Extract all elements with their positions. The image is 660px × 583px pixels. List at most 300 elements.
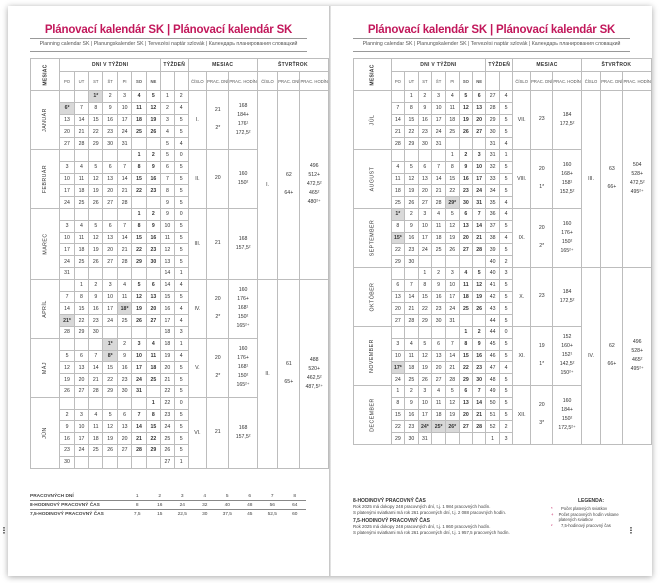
day-cell: 18 xyxy=(432,232,446,244)
week-workdays: 5 xyxy=(174,126,188,138)
day-cell xyxy=(418,256,432,268)
day-cell: 6 xyxy=(459,385,472,397)
r8-val: 64 xyxy=(284,501,307,510)
day-cell: 18 xyxy=(74,185,88,197)
day-cell: 22 xyxy=(132,244,146,256)
day-cell: 11 xyxy=(74,232,88,244)
week-number: 21 xyxy=(161,374,175,386)
day-cell: 28 xyxy=(89,385,103,397)
day-cell: 15 xyxy=(391,409,405,421)
day-cell: 1 xyxy=(445,149,459,161)
day-cell: 31 xyxy=(132,385,146,397)
weekday-po: PO xyxy=(60,72,75,91)
month-name-label: MAREC xyxy=(42,233,49,255)
week-workdays: 5 xyxy=(174,220,188,232)
day-cell xyxy=(89,208,103,220)
week-workdays: 1 xyxy=(174,338,188,350)
legend-symbol: * xyxy=(551,506,553,511)
day-cell: 11 xyxy=(391,173,405,185)
day-cell: 13 xyxy=(74,362,88,374)
day-cell xyxy=(103,208,117,220)
day-cell xyxy=(103,267,117,279)
legend xyxy=(551,498,631,528)
day-cell xyxy=(146,326,160,338)
week-workdays: 5 xyxy=(174,444,188,456)
day-cell: 8 xyxy=(132,220,146,232)
day-cell: 27 xyxy=(432,374,446,386)
week-number: 14 xyxy=(161,279,175,291)
month-hours: 168 157,5² xyxy=(229,208,257,279)
day-cell: 24* xyxy=(418,421,432,433)
month-number: III. xyxy=(188,208,207,279)
day-cell: 4 xyxy=(132,91,146,103)
week-number: 52 xyxy=(486,421,500,433)
day-cell: 25 xyxy=(391,197,405,209)
working-days-label: PRACOVNÝCH DNÍ xyxy=(30,493,74,499)
month-hours: 184 172,5² xyxy=(553,91,581,150)
day-cell: 11 xyxy=(432,397,446,409)
day-cell: 18 xyxy=(391,185,405,197)
day-cell: 11 xyxy=(74,173,88,185)
day-cell: 2 xyxy=(117,338,132,350)
day-cell: 24 xyxy=(445,303,459,315)
week-number: 49 xyxy=(486,385,500,397)
day-cell: 31 xyxy=(473,197,486,209)
day-cell: 20 xyxy=(117,433,132,445)
day-cell: 3 xyxy=(103,279,117,291)
day-cell: 7 xyxy=(445,338,459,350)
day-cell: 9 xyxy=(432,279,446,291)
day-cell: 10 xyxy=(418,397,432,409)
day-cell: 11 xyxy=(459,279,472,291)
week-workdays: 0 xyxy=(499,326,512,338)
month-name xyxy=(31,208,60,279)
month-workdays: 20 1* xyxy=(531,149,553,208)
legend-symbol: + xyxy=(551,511,554,517)
day-cell xyxy=(445,256,459,268)
day-cell: 13 xyxy=(391,291,405,303)
quarter-header: ŠTVRŤROK xyxy=(257,59,328,72)
day-cell: 5 xyxy=(418,338,432,350)
week-workdays: 5 xyxy=(499,244,512,256)
day-cell: 26 xyxy=(418,374,432,386)
week-workdays: 3 xyxy=(174,326,188,338)
day-cell: 15 xyxy=(459,350,472,362)
day-cell xyxy=(117,456,132,468)
day-cell: 15 xyxy=(74,303,88,315)
day-cell xyxy=(405,267,418,279)
day-cell: 24 xyxy=(418,244,432,256)
day-cell: 7 xyxy=(117,220,132,232)
day-cell: 6 xyxy=(473,91,486,103)
day-cell: 21 xyxy=(473,409,486,421)
day-cell: 21 xyxy=(89,374,103,386)
day-cell: 28 xyxy=(473,244,486,256)
day-cell: 29 xyxy=(418,315,432,327)
day-cell: 4 xyxy=(459,267,472,279)
month-name xyxy=(354,91,392,150)
week-workdays: 4 xyxy=(174,350,188,362)
day-cell: 12 xyxy=(418,350,432,362)
day-cell: 13 xyxy=(459,397,472,409)
day-cell: 14 xyxy=(60,303,75,315)
day-cell: 16 xyxy=(432,291,446,303)
week-workdays: 4 xyxy=(174,102,188,114)
day-cell: 1* xyxy=(103,338,117,350)
week-workdays: 5 xyxy=(174,291,188,303)
day-cell: 19 xyxy=(60,374,75,386)
week-workdays: 4 xyxy=(499,197,512,209)
day-cell: 3 xyxy=(418,385,432,397)
day-cell: 6 xyxy=(146,279,160,291)
day-cell: 23 xyxy=(146,185,160,197)
day-cell: 3 xyxy=(391,338,405,350)
week-workdays: 5 xyxy=(499,185,512,197)
title-rule xyxy=(30,38,307,39)
col-cislo: ČÍSLO xyxy=(513,72,531,91)
day-cell xyxy=(60,208,75,220)
day-cell xyxy=(74,456,88,468)
month-workdays: 21 xyxy=(207,208,229,279)
day-cell: 19 xyxy=(459,114,472,126)
col-cislo: ČÍSLO xyxy=(257,72,277,91)
day-cell: 27 xyxy=(146,315,160,327)
day-cell: 23 xyxy=(405,421,418,433)
pd-col: 6 xyxy=(248,493,252,499)
week-number: 14 xyxy=(161,267,175,279)
month-name xyxy=(354,385,392,444)
day-cell xyxy=(418,149,432,161)
day-cell: 26 xyxy=(459,126,472,138)
r8-val: 56 xyxy=(261,501,284,510)
day-cell: 26 xyxy=(132,315,146,327)
day-cell: 17 xyxy=(418,409,432,421)
day-cell: 5 xyxy=(459,91,472,103)
day-cell: 18 xyxy=(459,291,472,303)
week-workdays: 3 xyxy=(499,267,512,279)
week-number: 36 xyxy=(486,208,500,220)
r75-val: 37,5 xyxy=(216,510,239,519)
day-cell: 3 xyxy=(132,338,146,350)
day-cell: 29 xyxy=(89,138,103,150)
day-cell: 14 xyxy=(473,220,486,232)
day-cell: 9 xyxy=(146,220,160,232)
r75-val: 52,5 xyxy=(261,510,284,519)
legend-symbol: ² xyxy=(551,522,553,528)
day-cell xyxy=(103,456,117,468)
day-cell: 17 xyxy=(103,303,117,315)
day-cell: 8 xyxy=(459,338,472,350)
day-cell: 26 xyxy=(89,256,103,268)
col-prac-hodin: PRAC. HODÍN xyxy=(553,72,581,91)
week-number: 9 xyxy=(161,197,175,209)
day-cell: 20 xyxy=(432,362,446,374)
month-workdays: 20 xyxy=(207,149,229,208)
month-header-label: MESIAC xyxy=(42,63,49,86)
day-cell: 24 xyxy=(117,126,132,138)
quarter-hours: 504 528+ 472,5² 495²⁺ xyxy=(623,91,652,268)
day-cell: 11 xyxy=(445,102,459,114)
week-number: 10 xyxy=(161,220,175,232)
month-number: VI. xyxy=(188,397,207,468)
week-number-col xyxy=(486,72,500,91)
subtitle-rule xyxy=(353,51,630,52)
day-cell xyxy=(132,456,146,468)
day-cell: 3 xyxy=(418,208,432,220)
month-name-label: AUGUST xyxy=(369,166,376,192)
pd-col: 2 xyxy=(158,493,162,499)
quarter-workdays: 63 66+ xyxy=(601,91,623,268)
day-cell: 23 xyxy=(117,374,132,386)
week-number: 5 xyxy=(161,149,175,161)
day-cell: 26 xyxy=(405,197,418,209)
day-cell: 26 xyxy=(473,303,486,315)
day-cell: 1 xyxy=(405,91,418,103)
week-number: 11 xyxy=(161,232,175,244)
day-cell: 17 xyxy=(74,433,88,445)
day-cell: 28 xyxy=(74,138,88,150)
week-number: 1 xyxy=(161,91,175,103)
day-cell: 12 xyxy=(445,397,459,409)
month-hours: 168 184+ 176¹ 172,5² xyxy=(229,91,257,150)
day-cell: 29 xyxy=(391,256,405,268)
day-cell: 8 xyxy=(445,161,459,173)
day-cell: 29 xyxy=(391,433,405,445)
day-cell: 28 xyxy=(60,326,75,338)
weekday-st: ST xyxy=(418,72,432,91)
working-days-table xyxy=(30,492,306,518)
month-number: IX. xyxy=(513,208,531,267)
day-cell: 19 xyxy=(89,244,103,256)
week-number: 32 xyxy=(486,161,500,173)
day-cell xyxy=(132,267,146,279)
day-cell: 13 xyxy=(117,421,132,433)
week-workdays: 2 xyxy=(499,421,512,433)
col-prac-dni: PRAC. DNÍ xyxy=(278,72,300,91)
day-cell: 25* xyxy=(432,421,446,433)
day-cell xyxy=(473,433,486,445)
month-workdays: 19 1* xyxy=(531,326,553,385)
month-workdays: 23 xyxy=(531,91,553,150)
day-cell: 4 xyxy=(432,208,446,220)
month-number: XI. xyxy=(513,326,531,385)
day-cell: 7 xyxy=(117,161,132,173)
weekday-ut: UT xyxy=(405,72,418,91)
quarter-number: II. xyxy=(257,279,277,468)
week-number: 34 xyxy=(486,185,500,197)
day-cell: 8 xyxy=(74,291,88,303)
day-cell: 23 xyxy=(89,315,103,327)
day-cell: 2 xyxy=(473,326,486,338)
legend-text: Počet pracovných hodín vrátane platených sviatkov xyxy=(558,511,619,522)
day-cell: 21 xyxy=(405,303,418,315)
page-title: Plánovací kalendár SK | Plánovací kalendár SK xyxy=(44,24,293,36)
day-cell: 9 xyxy=(146,161,160,173)
day-cell: 6 xyxy=(459,208,472,220)
week-number: 12 xyxy=(161,244,175,256)
day-cell: 16 xyxy=(418,114,432,126)
week-workdays: 5 xyxy=(174,114,188,126)
r75-val: 22,5 xyxy=(171,510,194,519)
week-number: 22 xyxy=(161,385,175,397)
r75-val: 7,5 xyxy=(126,510,149,519)
day-cell: 28 xyxy=(432,197,446,209)
day-cell: 30 xyxy=(405,433,418,445)
week-number: 23 xyxy=(161,409,175,421)
quarter-header: ŠTVRŤROK xyxy=(581,59,651,72)
r8-val: 48 xyxy=(239,501,262,510)
day-cell: 28 xyxy=(391,138,405,150)
day-cell: 23 xyxy=(418,126,432,138)
month-name-label: NOVEMBER xyxy=(369,339,376,373)
week-number: 7 xyxy=(161,173,175,185)
day-cell: 24 xyxy=(432,126,446,138)
month-name xyxy=(31,338,60,397)
day-cell: 20 xyxy=(103,244,117,256)
week-workdays: 4 xyxy=(499,138,512,150)
col-prac-dni: PRAC. DNÍ xyxy=(207,72,229,91)
day-cell: 30 xyxy=(432,315,446,327)
day-cell: 17 xyxy=(432,114,446,126)
month-number: I. xyxy=(188,91,207,150)
month-summary-header: MESIAC xyxy=(513,59,582,72)
day-cell: 5 xyxy=(89,220,103,232)
day-cell: 25 xyxy=(74,256,88,268)
legend-title: LEGENDA: xyxy=(577,498,605,504)
weekday-št: ŠT xyxy=(103,72,117,91)
week-row xyxy=(31,91,329,103)
day-cell: 25 xyxy=(459,303,472,315)
day-cell: 24 xyxy=(74,444,88,456)
day-cell: 1* xyxy=(391,208,405,220)
day-cell: 16 xyxy=(459,173,472,185)
week-number: 44 xyxy=(486,315,500,327)
day-cell: 20 xyxy=(74,374,88,386)
day-cell: 9 xyxy=(89,291,103,303)
day-cell: 3 xyxy=(117,91,132,103)
week-number: 18 xyxy=(161,326,175,338)
day-cell: 29* xyxy=(445,197,459,209)
day-cell: 23 xyxy=(459,185,472,197)
page-subtitle: Planning calendar SK | Planungskalender SK | Tervezési naptár szlovák | Календарь планирования словацкий xyxy=(362,41,621,47)
day-cell: 9 xyxy=(103,102,117,114)
r8-label: 8-HODINOVÝ PRACOVNÝ ČAS xyxy=(30,501,126,510)
month-hours: 160 150² xyxy=(229,149,257,208)
day-cell: 15 xyxy=(405,114,418,126)
day-cell xyxy=(146,197,160,209)
day-cell: 15 xyxy=(132,173,146,185)
quarter-hours: 496 528+ 465² 495²⁺ xyxy=(623,267,652,444)
day-cell: 15 xyxy=(89,114,103,126)
month-name-label: DECEMBER xyxy=(369,398,376,432)
subheader-row xyxy=(31,72,329,91)
weekday-ne: NE xyxy=(473,72,486,91)
calendar-table-left xyxy=(30,58,329,469)
day-cell: 14 xyxy=(132,421,146,433)
week-workdays: 0 xyxy=(174,208,188,220)
day-cell: 14 xyxy=(405,291,418,303)
day-cell: 15 xyxy=(103,362,117,374)
day-cell xyxy=(432,149,446,161)
day-cell: 12 xyxy=(89,232,103,244)
month-workdays: 20 2* xyxy=(531,208,553,267)
day-cell xyxy=(146,385,160,397)
week-workdays: 4 xyxy=(174,138,188,150)
work-hours-notes xyxy=(353,496,543,536)
day-cell: 20 xyxy=(459,232,472,244)
day-cell: 4 xyxy=(146,338,160,350)
week-workdays: 5 xyxy=(174,244,188,256)
day-cell: 24 xyxy=(103,315,117,327)
day-cell: 8 xyxy=(391,397,405,409)
week-number: 18 xyxy=(161,338,175,350)
week-workdays: 4 xyxy=(499,362,512,374)
day-cell: 16 xyxy=(103,114,117,126)
day-cell: 10 xyxy=(60,173,75,185)
day-cell: 23 xyxy=(473,362,486,374)
month-summary-header: MESIAC xyxy=(188,59,257,72)
month-name-label: MÁJ xyxy=(42,361,49,374)
day-cell: 31 xyxy=(432,138,446,150)
r75-label: 7,5-HODINOVÝ PRACOVNÝ ČAS xyxy=(30,510,126,519)
day-cell: 3 xyxy=(60,161,75,173)
day-cell xyxy=(432,256,446,268)
month-header xyxy=(354,59,392,91)
day-cell: 23 xyxy=(146,244,160,256)
week-header: TÝŽDEŇ xyxy=(486,59,513,72)
month-workdays: 21 xyxy=(207,397,229,468)
week-number: 25 xyxy=(161,433,175,445)
day-cell: 31 xyxy=(117,138,132,150)
week-workdays: 5 xyxy=(174,409,188,421)
day-cell: 2 xyxy=(146,208,160,220)
day-cell: 29 xyxy=(459,374,472,386)
day-cell xyxy=(60,91,75,103)
day-cell: 26 xyxy=(445,244,459,256)
month-name xyxy=(31,279,60,338)
col-cislo: ČÍSLO xyxy=(188,72,207,91)
week-header: TÝŽDEŇ xyxy=(161,59,189,72)
day-cell: 1 xyxy=(132,149,146,161)
week-number: 35 xyxy=(486,197,500,209)
day-cell: 6 xyxy=(117,409,132,421)
day-cell: 26 xyxy=(89,197,103,209)
day-cell: 1 xyxy=(132,208,146,220)
day-cell: 8 xyxy=(405,102,418,114)
week-workdays: 5 xyxy=(174,161,188,173)
week-row xyxy=(31,279,329,291)
day-cell: 12 xyxy=(103,421,117,433)
week-number: 31 xyxy=(486,138,500,150)
r8-val: 16 xyxy=(149,501,172,510)
day-cell: 12 xyxy=(459,102,472,114)
day-cell: 10 xyxy=(132,350,146,362)
day-cell: 16 xyxy=(405,409,418,421)
day-cell: 30 xyxy=(459,197,472,209)
week-workdays: 5 xyxy=(174,232,188,244)
day-cell xyxy=(74,267,88,279)
day-cell: 12 xyxy=(89,173,103,185)
day-cell: 24 xyxy=(60,197,75,209)
day-cell xyxy=(132,397,146,409)
month-header xyxy=(31,59,60,91)
day-cell: 22 xyxy=(445,185,459,197)
day-cell: 4 xyxy=(445,91,459,103)
weekday-ne: NE xyxy=(146,72,160,91)
day-cell: 29 xyxy=(146,444,160,456)
week-number: 4 xyxy=(161,126,175,138)
month-number: V. xyxy=(188,338,207,397)
